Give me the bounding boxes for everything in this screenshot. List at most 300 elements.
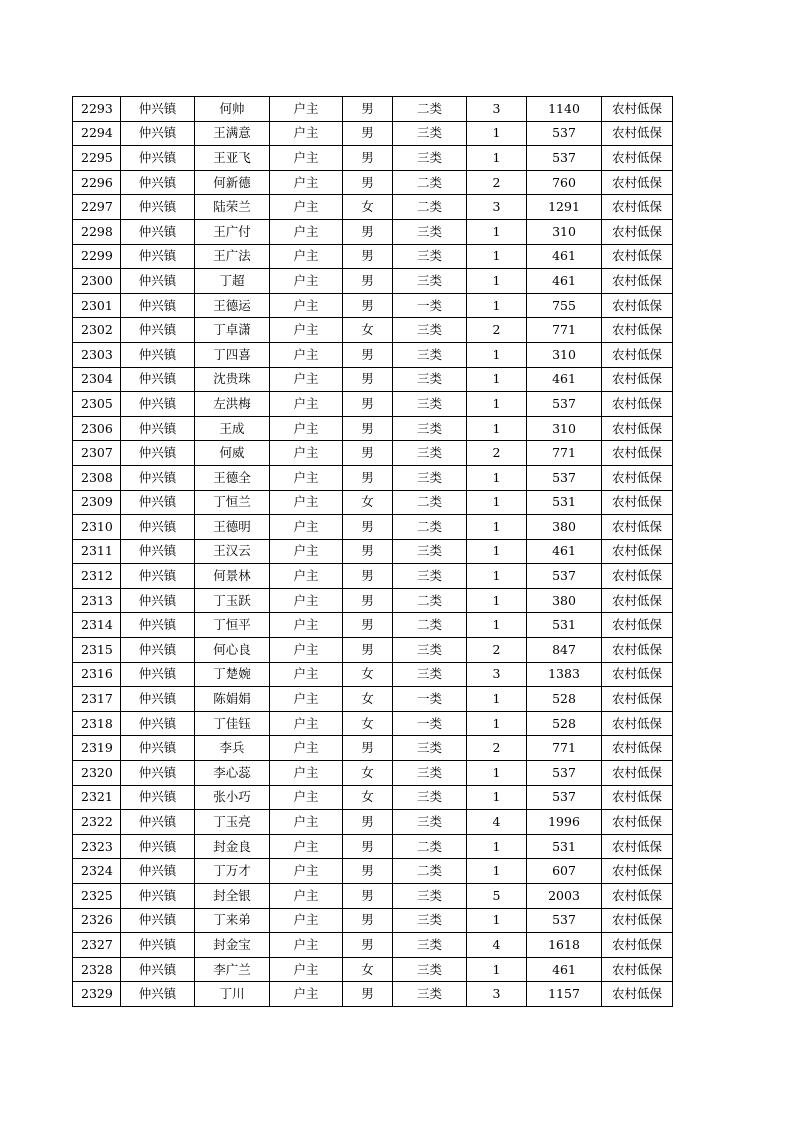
row-number-cell: 2323 — [73, 834, 121, 859]
household-size-cell: 1 — [467, 859, 527, 884]
household-size-cell: 2 — [467, 638, 527, 663]
relation-cell: 户主 — [270, 588, 343, 613]
household-size-cell: 1 — [467, 564, 527, 589]
category-cell: 三类 — [393, 810, 467, 835]
row-number-cell: 2297 — [73, 195, 121, 220]
town-cell: 仲兴镇 — [121, 908, 195, 933]
recipient-name-cell: 丁万才 — [195, 859, 270, 884]
table-row — [73, 859, 673, 884]
household-size-cell: 1 — [467, 416, 527, 441]
town-cell: 仲兴镇 — [121, 269, 195, 294]
household-size-cell: 1 — [467, 687, 527, 712]
amount-cell: 461 — [527, 269, 602, 294]
town-cell: 仲兴镇 — [121, 588, 195, 613]
relation-cell: 户主 — [270, 342, 343, 367]
row-number-cell: 2302 — [73, 318, 121, 343]
table-row — [73, 687, 673, 712]
table-row — [73, 613, 673, 638]
table-row — [73, 539, 673, 564]
table-row — [73, 293, 673, 318]
recipient-name-cell: 丁恒兰 — [195, 490, 270, 515]
category-cell: 三类 — [393, 367, 467, 392]
assistance-type-cell: 农村低保 — [602, 219, 673, 244]
relation-cell: 户主 — [270, 662, 343, 687]
household-size-cell: 1 — [467, 539, 527, 564]
town-cell: 仲兴镇 — [121, 416, 195, 441]
sex-cell: 男 — [343, 219, 393, 244]
household-size-cell: 3 — [467, 195, 527, 220]
sex-cell: 男 — [343, 834, 393, 859]
household-size-cell: 3 — [467, 97, 527, 122]
household-size-cell: 3 — [467, 662, 527, 687]
relation-cell: 户主 — [270, 170, 343, 195]
town-cell: 仲兴镇 — [121, 219, 195, 244]
table-row — [73, 588, 673, 613]
recipient-name-cell: 王德运 — [195, 293, 270, 318]
relation-cell: 户主 — [270, 908, 343, 933]
relation-cell: 户主 — [270, 515, 343, 540]
town-cell: 仲兴镇 — [121, 244, 195, 269]
relation-cell: 户主 — [270, 269, 343, 294]
assistance-type-cell: 农村低保 — [602, 293, 673, 318]
amount-cell: 537 — [527, 761, 602, 786]
category-cell: 三类 — [393, 982, 467, 1007]
recipient-name-cell: 何景林 — [195, 564, 270, 589]
row-number-cell: 2322 — [73, 810, 121, 835]
assistance-type-cell: 农村低保 — [602, 933, 673, 958]
town-cell: 仲兴镇 — [121, 834, 195, 859]
household-size-cell: 1 — [467, 146, 527, 171]
recipient-name-cell: 王亚飞 — [195, 146, 270, 171]
relation-cell: 户主 — [270, 638, 343, 663]
town-cell: 仲兴镇 — [121, 342, 195, 367]
recipient-name-cell: 丁来弟 — [195, 908, 270, 933]
household-size-cell: 2 — [467, 441, 527, 466]
town-cell: 仲兴镇 — [121, 933, 195, 958]
recipient-name-cell: 丁卓潇 — [195, 318, 270, 343]
household-size-cell: 1 — [467, 834, 527, 859]
sex-cell: 男 — [343, 736, 393, 761]
assistance-type-cell: 农村低保 — [602, 810, 673, 835]
recipient-name-cell: 封全银 — [195, 884, 270, 909]
town-cell: 仲兴镇 — [121, 146, 195, 171]
amount-cell: 537 — [527, 785, 602, 810]
recipient-name-cell: 王广法 — [195, 244, 270, 269]
assistance-type-cell: 农村低保 — [602, 736, 673, 761]
table-row — [73, 761, 673, 786]
assistance-type-cell: 农村低保 — [602, 662, 673, 687]
table-row — [73, 121, 673, 146]
table-row — [73, 908, 673, 933]
table-row — [73, 269, 673, 294]
recipient-name-cell: 陈娟娟 — [195, 687, 270, 712]
town-cell: 仲兴镇 — [121, 465, 195, 490]
category-cell: 三类 — [393, 933, 467, 958]
sex-cell: 女 — [343, 711, 393, 736]
sex-cell: 男 — [343, 810, 393, 835]
amount-cell: 380 — [527, 588, 602, 613]
household-size-cell: 1 — [467, 367, 527, 392]
row-number-cell: 2320 — [73, 761, 121, 786]
relation-cell: 户主 — [270, 195, 343, 220]
amount-cell: 461 — [527, 367, 602, 392]
row-number-cell: 2326 — [73, 908, 121, 933]
row-number-cell: 2295 — [73, 146, 121, 171]
town-cell: 仲兴镇 — [121, 662, 195, 687]
category-cell: 三类 — [393, 146, 467, 171]
table-row — [73, 785, 673, 810]
category-cell: 二类 — [393, 170, 467, 195]
category-cell: 二类 — [393, 490, 467, 515]
assistance-type-cell: 农村低保 — [602, 170, 673, 195]
row-number-cell: 2319 — [73, 736, 121, 761]
amount-cell: 461 — [527, 244, 602, 269]
category-cell: 二类 — [393, 834, 467, 859]
amount-cell: 1618 — [527, 933, 602, 958]
assistance-type-cell: 农村低保 — [602, 269, 673, 294]
household-size-cell: 2 — [467, 170, 527, 195]
assistance-type-cell: 农村低保 — [602, 588, 673, 613]
recipient-name-cell: 王德明 — [195, 515, 270, 540]
assistance-type-cell: 农村低保 — [602, 195, 673, 220]
household-size-cell: 1 — [467, 293, 527, 318]
row-number-cell: 2312 — [73, 564, 121, 589]
town-cell: 仲兴镇 — [121, 564, 195, 589]
category-cell: 一类 — [393, 293, 467, 318]
town-cell: 仲兴镇 — [121, 515, 195, 540]
household-size-cell: 4 — [467, 933, 527, 958]
relation-cell: 户主 — [270, 367, 343, 392]
assistance-type-cell: 农村低保 — [602, 564, 673, 589]
row-number-cell: 2293 — [73, 97, 121, 122]
category-cell: 二类 — [393, 588, 467, 613]
relation-cell: 户主 — [270, 884, 343, 909]
assistance-type-cell: 农村低保 — [602, 121, 673, 146]
amount-cell: 310 — [527, 219, 602, 244]
sex-cell: 男 — [343, 638, 393, 663]
recipient-name-cell: 王德全 — [195, 465, 270, 490]
recipient-name-cell: 何帅 — [195, 97, 270, 122]
table-row — [73, 392, 673, 417]
relation-cell: 户主 — [270, 490, 343, 515]
table-row — [73, 367, 673, 392]
table-row — [73, 195, 673, 220]
recipient-name-cell: 陆荣兰 — [195, 195, 270, 220]
town-cell: 仲兴镇 — [121, 367, 195, 392]
town-cell: 仲兴镇 — [121, 687, 195, 712]
row-number-cell: 2305 — [73, 392, 121, 417]
table-row — [73, 490, 673, 515]
town-cell: 仲兴镇 — [121, 957, 195, 982]
table-row — [73, 982, 673, 1007]
recipient-name-cell: 封金宝 — [195, 933, 270, 958]
amount-cell: 537 — [527, 146, 602, 171]
sex-cell: 男 — [343, 539, 393, 564]
sex-cell: 男 — [343, 244, 393, 269]
household-size-cell: 1 — [467, 269, 527, 294]
recipient-name-cell: 丁恒平 — [195, 613, 270, 638]
recipient-name-cell: 左洪梅 — [195, 392, 270, 417]
table-row — [73, 884, 673, 909]
category-cell: 三类 — [393, 638, 467, 663]
town-cell: 仲兴镇 — [121, 170, 195, 195]
row-number-cell: 2329 — [73, 982, 121, 1007]
amount-cell: 1996 — [527, 810, 602, 835]
assistance-type-cell: 农村低保 — [602, 465, 673, 490]
category-cell: 三类 — [393, 761, 467, 786]
household-size-cell: 1 — [467, 761, 527, 786]
row-number-cell: 2324 — [73, 859, 121, 884]
sex-cell: 男 — [343, 933, 393, 958]
sex-cell: 女 — [343, 490, 393, 515]
assistance-type-cell: 农村低保 — [602, 490, 673, 515]
amount-cell: 847 — [527, 638, 602, 663]
assistance-type-cell: 农村低保 — [602, 515, 673, 540]
recipient-name-cell: 何新德 — [195, 170, 270, 195]
recipient-name-cell: 丁楚婉 — [195, 662, 270, 687]
table-row — [73, 219, 673, 244]
recipient-name-cell: 封金良 — [195, 834, 270, 859]
amount-cell: 537 — [527, 908, 602, 933]
town-cell: 仲兴镇 — [121, 318, 195, 343]
table-row — [73, 244, 673, 269]
amount-cell: 1157 — [527, 982, 602, 1007]
assistance-type-cell: 农村低保 — [602, 982, 673, 1007]
town-cell: 仲兴镇 — [121, 392, 195, 417]
category-cell: 三类 — [393, 539, 467, 564]
category-cell: 二类 — [393, 859, 467, 884]
recipient-name-cell: 何威 — [195, 441, 270, 466]
relation-cell: 户主 — [270, 441, 343, 466]
amount-cell: 537 — [527, 121, 602, 146]
recipient-name-cell: 李广兰 — [195, 957, 270, 982]
amount-cell: 310 — [527, 416, 602, 441]
household-size-cell: 2 — [467, 318, 527, 343]
household-size-cell: 1 — [467, 465, 527, 490]
sex-cell: 男 — [343, 908, 393, 933]
row-number-cell: 2310 — [73, 515, 121, 540]
table-row — [73, 638, 673, 663]
recipient-name-cell: 何心良 — [195, 638, 270, 663]
sex-cell: 男 — [343, 342, 393, 367]
household-size-cell: 1 — [467, 244, 527, 269]
category-cell: 三类 — [393, 416, 467, 441]
relation-cell: 户主 — [270, 97, 343, 122]
recipient-name-cell: 王满意 — [195, 121, 270, 146]
category-cell: 三类 — [393, 269, 467, 294]
recipient-name-cell: 沈贵珠 — [195, 367, 270, 392]
relation-cell: 户主 — [270, 121, 343, 146]
roster-body — [73, 97, 673, 1007]
town-cell: 仲兴镇 — [121, 441, 195, 466]
assistance-type-cell: 农村低保 — [602, 761, 673, 786]
sex-cell: 男 — [343, 515, 393, 540]
row-number-cell: 2316 — [73, 662, 121, 687]
sex-cell: 男 — [343, 416, 393, 441]
table-row — [73, 170, 673, 195]
amount-cell: 461 — [527, 957, 602, 982]
row-number-cell: 2306 — [73, 416, 121, 441]
town-cell: 仲兴镇 — [121, 613, 195, 638]
amount-cell: 2003 — [527, 884, 602, 909]
row-number-cell: 2328 — [73, 957, 121, 982]
assistance-type-cell: 农村低保 — [602, 687, 673, 712]
sex-cell: 女 — [343, 687, 393, 712]
town-cell: 仲兴镇 — [121, 121, 195, 146]
table-row — [73, 146, 673, 171]
relation-cell: 户主 — [270, 564, 343, 589]
recipient-name-cell: 丁川 — [195, 982, 270, 1007]
assistance-type-cell: 农村低保 — [602, 392, 673, 417]
sex-cell: 男 — [343, 613, 393, 638]
town-cell: 仲兴镇 — [121, 539, 195, 564]
category-cell: 三类 — [393, 736, 467, 761]
row-number-cell: 2304 — [73, 367, 121, 392]
town-cell: 仲兴镇 — [121, 490, 195, 515]
town-cell: 仲兴镇 — [121, 638, 195, 663]
amount-cell: 528 — [527, 687, 602, 712]
row-number-cell: 2300 — [73, 269, 121, 294]
category-cell: 三类 — [393, 465, 467, 490]
category-cell: 一类 — [393, 711, 467, 736]
row-number-cell: 2321 — [73, 785, 121, 810]
amount-cell: 380 — [527, 515, 602, 540]
table-row — [73, 97, 673, 122]
town-cell: 仲兴镇 — [121, 761, 195, 786]
relation-cell: 户主 — [270, 982, 343, 1007]
amount-cell: 771 — [527, 736, 602, 761]
assistance-type-cell: 农村低保 — [602, 884, 673, 909]
row-number-cell: 2309 — [73, 490, 121, 515]
row-number-cell: 2298 — [73, 219, 121, 244]
amount-cell: 1383 — [527, 662, 602, 687]
row-number-cell: 2296 — [73, 170, 121, 195]
town-cell: 仲兴镇 — [121, 736, 195, 761]
town-cell: 仲兴镇 — [121, 884, 195, 909]
sex-cell: 女 — [343, 785, 393, 810]
category-cell: 三类 — [393, 564, 467, 589]
assistance-type-cell: 农村低保 — [602, 711, 673, 736]
household-size-cell: 2 — [467, 736, 527, 761]
sex-cell: 男 — [343, 121, 393, 146]
assistance-type-cell: 农村低保 — [602, 834, 673, 859]
amount-cell: 755 — [527, 293, 602, 318]
assistance-type-cell: 农村低保 — [602, 613, 673, 638]
row-number-cell: 2307 — [73, 441, 121, 466]
amount-cell: 531 — [527, 613, 602, 638]
household-size-cell: 1 — [467, 121, 527, 146]
recipient-name-cell: 丁玉跃 — [195, 588, 270, 613]
category-cell: 一类 — [393, 687, 467, 712]
sex-cell: 女 — [343, 195, 393, 220]
row-number-cell: 2314 — [73, 613, 121, 638]
relation-cell: 户主 — [270, 219, 343, 244]
category-cell: 三类 — [393, 441, 467, 466]
relation-cell: 户主 — [270, 416, 343, 441]
category-cell: 三类 — [393, 244, 467, 269]
amount-cell: 537 — [527, 564, 602, 589]
recipient-name-cell: 丁四喜 — [195, 342, 270, 367]
relation-cell: 户主 — [270, 761, 343, 786]
relation-cell: 户主 — [270, 465, 343, 490]
table-row — [73, 342, 673, 367]
assistance-type-cell: 农村低保 — [602, 441, 673, 466]
relation-cell: 户主 — [270, 810, 343, 835]
amount-cell: 461 — [527, 539, 602, 564]
sex-cell: 男 — [343, 884, 393, 909]
town-cell: 仲兴镇 — [121, 785, 195, 810]
category-cell: 三类 — [393, 785, 467, 810]
amount-cell: 531 — [527, 834, 602, 859]
assistance-type-cell: 农村低保 — [602, 416, 673, 441]
recipient-name-cell: 张小巧 — [195, 785, 270, 810]
relation-cell: 户主 — [270, 711, 343, 736]
row-number-cell: 2303 — [73, 342, 121, 367]
sex-cell: 男 — [343, 588, 393, 613]
sex-cell: 男 — [343, 170, 393, 195]
household-size-cell: 1 — [467, 588, 527, 613]
table-row — [73, 318, 673, 343]
recipient-name-cell: 丁佳钰 — [195, 711, 270, 736]
amount-cell: 771 — [527, 441, 602, 466]
sex-cell: 男 — [343, 367, 393, 392]
town-cell: 仲兴镇 — [121, 195, 195, 220]
sex-cell: 男 — [343, 859, 393, 884]
household-size-cell: 1 — [467, 490, 527, 515]
town-cell: 仲兴镇 — [121, 859, 195, 884]
row-number-cell: 2327 — [73, 933, 121, 958]
table-row — [73, 834, 673, 859]
category-cell: 三类 — [393, 884, 467, 909]
household-size-cell: 1 — [467, 711, 527, 736]
household-size-cell: 1 — [467, 908, 527, 933]
table-row — [73, 515, 673, 540]
town-cell: 仲兴镇 — [121, 810, 195, 835]
row-number-cell: 2301 — [73, 293, 121, 318]
assistance-type-cell: 农村低保 — [602, 318, 673, 343]
household-size-cell: 1 — [467, 219, 527, 244]
sex-cell: 男 — [343, 564, 393, 589]
assistance-type-cell: 农村低保 — [602, 244, 673, 269]
household-size-cell: 4 — [467, 810, 527, 835]
recipient-name-cell: 李心蕊 — [195, 761, 270, 786]
household-size-cell: 5 — [467, 884, 527, 909]
sex-cell: 女 — [343, 957, 393, 982]
sex-cell: 男 — [343, 269, 393, 294]
sex-cell: 女 — [343, 318, 393, 343]
row-number-cell: 2318 — [73, 711, 121, 736]
row-number-cell: 2317 — [73, 687, 121, 712]
relation-cell: 户主 — [270, 318, 343, 343]
household-size-cell: 1 — [467, 613, 527, 638]
relation-cell: 户主 — [270, 736, 343, 761]
relation-cell: 户主 — [270, 293, 343, 318]
amount-cell: 537 — [527, 465, 602, 490]
table-row — [73, 465, 673, 490]
amount-cell: 528 — [527, 711, 602, 736]
household-size-cell: 1 — [467, 392, 527, 417]
category-cell: 三类 — [393, 219, 467, 244]
sex-cell: 男 — [343, 392, 393, 417]
category-cell: 二类 — [393, 97, 467, 122]
relation-cell: 户主 — [270, 613, 343, 638]
table-row — [73, 810, 673, 835]
table-row — [73, 441, 673, 466]
relation-cell: 户主 — [270, 392, 343, 417]
household-size-cell: 1 — [467, 342, 527, 367]
relation-cell: 户主 — [270, 933, 343, 958]
table-row — [73, 564, 673, 589]
